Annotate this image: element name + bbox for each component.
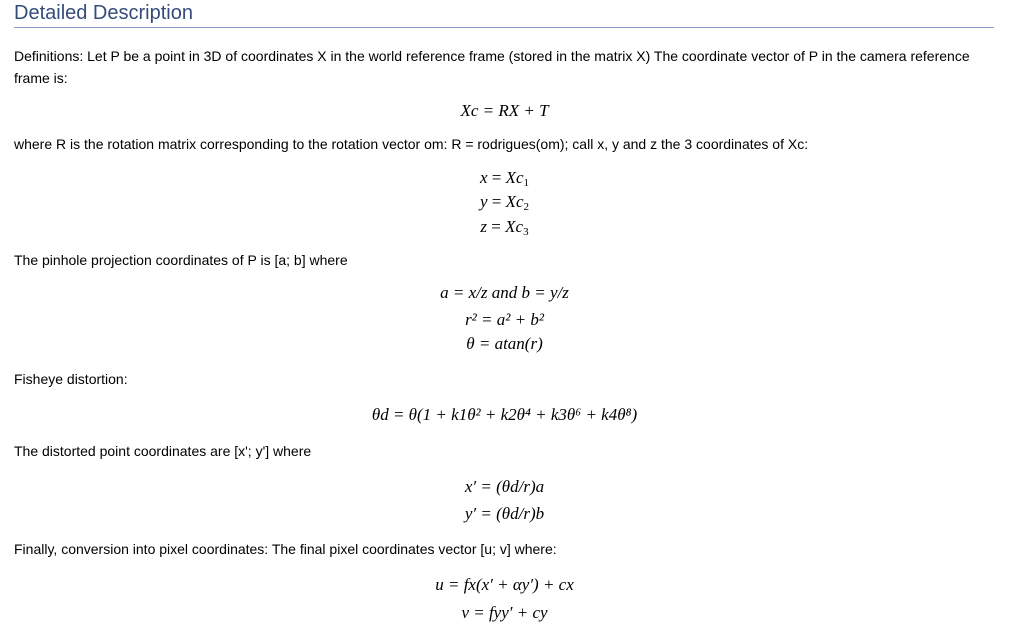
theta-equation [0, 334, 1009, 354]
fisheye-paragraph: Fisheye distortion: [14, 371, 128, 387]
z-equation-sub: 3 [523, 226, 529, 238]
theta-d-equation [0, 405, 1009, 425]
r-squared-equation-text: r² = a² + b² [465, 310, 544, 329]
y-prime-equation [0, 504, 1009, 524]
rotation-paragraph: where R is the rotation matrix corresponding to the rotation vector om: R = rodrigues(om); call x, y and z the 3 coordinates of Xc: [14, 136, 809, 152]
section-heading [14, 1, 994, 28]
y-equation-rhs: Xc [505, 192, 524, 211]
theta-d-equation-text: θd = θ(1 + k1θ² + k2θ⁴ + k3θ⁶ + k4θ⁸) [371, 405, 638, 424]
z-equation-rhs: Xc [505, 217, 524, 236]
pixel-paragraph: Finally, conversion into pixel coordinates: The final pixel coordinates vector [u; v] where: [14, 541, 557, 557]
x-prime-equation [0, 477, 1009, 497]
u-equation-text: u = fx(x′ + αy′) + cx [435, 575, 574, 594]
definitions-paragraph: Definitions: Let P be a point in 3D of coordinates X in the world reference frame (stored in the matrix X) The coordinate vector of P in the camera reference frame is: [14, 48, 970, 86]
y-prime-equation-text: y′ = (θd/r)b [464, 504, 545, 523]
z-equation: $z = Xc_3$ [480, 217, 529, 238]
heading-text: Detailed Description [14, 2, 193, 24]
ab-equation [0, 283, 1009, 303]
camera-equation [0, 101, 1009, 121]
distorted-paragraph: The distorted point coordinates are [x'; y'] where [14, 443, 312, 459]
x-equation-lhs: x [479, 168, 488, 187]
y-equation: $y = Xc_2$ [479, 192, 530, 213]
y-equation-lhs: y [479, 192, 488, 211]
ab-equation-text: a = x/z and b = y/z [440, 283, 569, 302]
v-equation [0, 603, 1009, 623]
y-equation-sub: 2 [523, 201, 530, 213]
x-prime-equation-text: x′ = (θd/r)a [464, 477, 545, 496]
x-equation: $x = Xc_1$ [479, 168, 530, 189]
z-equation-lhs: z [480, 217, 488, 236]
x-equation-sub: 1 [523, 177, 530, 189]
x-equation-rhs: Xc [505, 168, 524, 187]
theta-equation-text: θ = atan(r) [466, 334, 543, 353]
r-squared-equation [0, 310, 1009, 330]
v-equation-text: v = fyy′ + cy [461, 603, 548, 622]
pinhole-paragraph: The pinhole projection coordinates of P is [a; b] where [14, 252, 348, 268]
camera-equation-text: Xc = RX + T [460, 101, 549, 120]
u-equation [0, 575, 1009, 595]
